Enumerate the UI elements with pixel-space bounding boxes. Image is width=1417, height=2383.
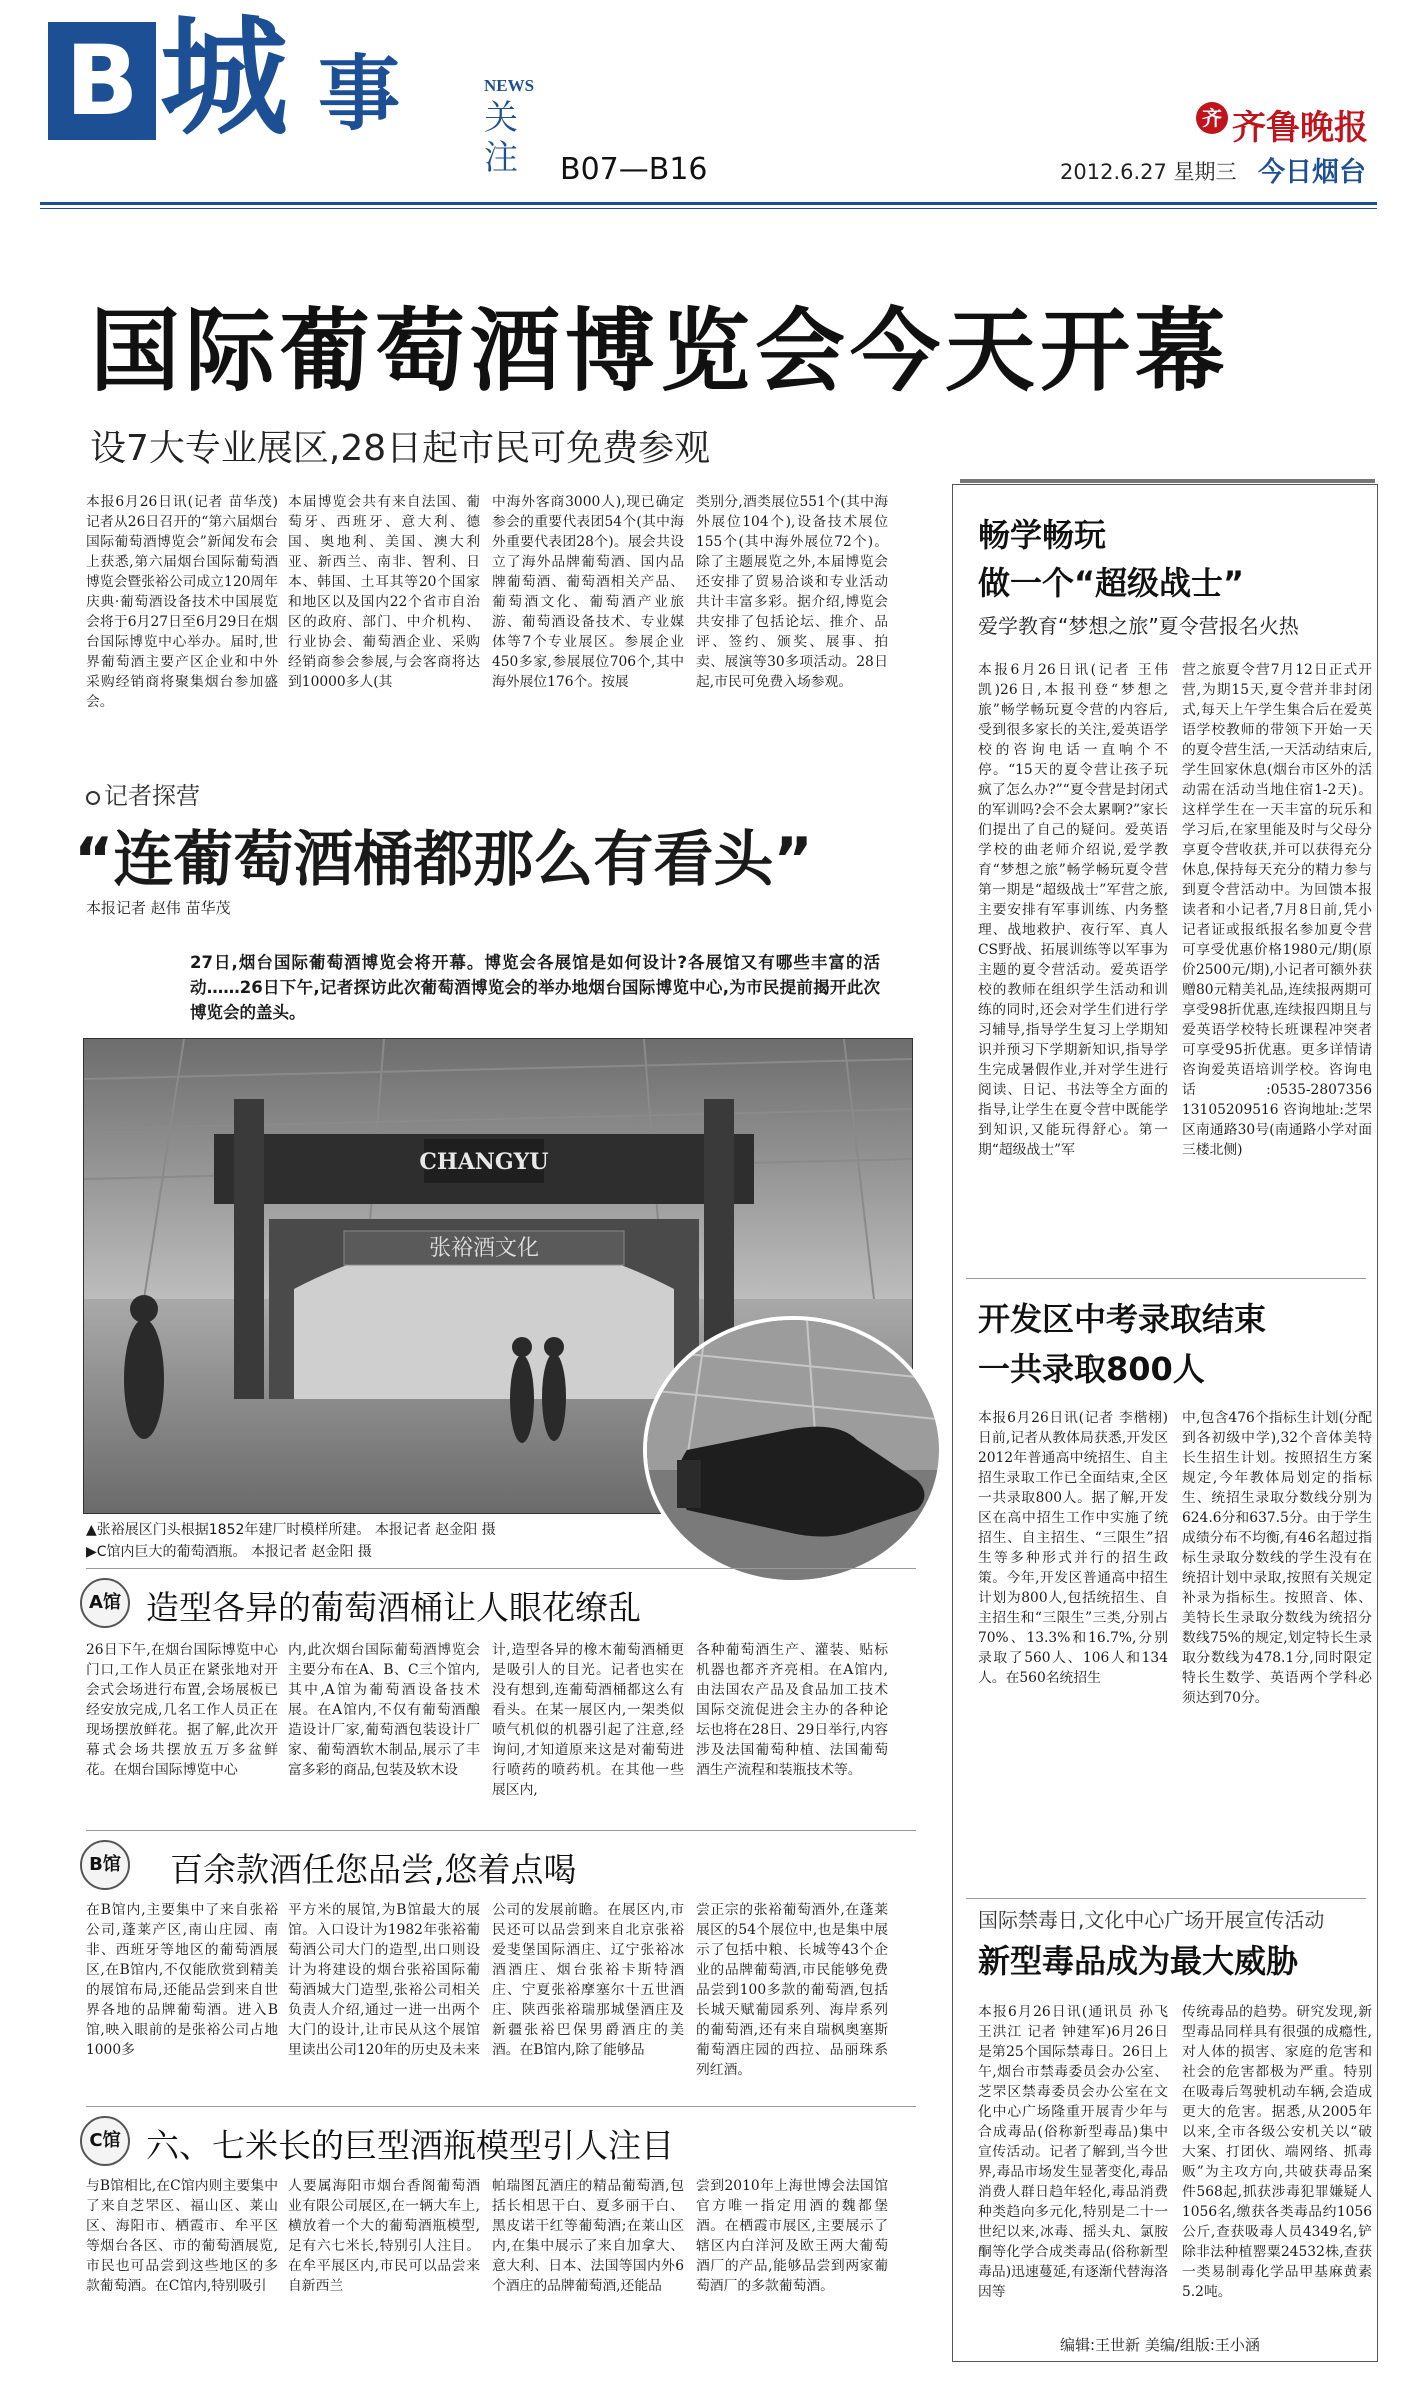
- section-title-big: 城: [160, 4, 289, 153]
- sidebar-story2-title2: 一共录取800人: [978, 1350, 1205, 1388]
- sidebar-divider-1: [966, 1278, 1366, 1279]
- sidebar-story3-col1: 本报6月26日讯(通讯员 孙飞 王洪江 记者 钟建军)6月26日是第25个国际禁毒日。26日上午,烟台市禁毒委员会办公室、芝罘区禁毒委员会办公室在文化中心广场隆重开展青少年与合成毒品(俗称新型毒品)集中宣传活动。记者了解到,当今世界,毒品市场发生显著变化,毒品消费人群日趋年轻化,毒品消费种类趋向多元化,特别是二十一世纪以来,冰毒、摇头丸、氯胺酮等化学合成类毒品(俗称新型毒品)迅速蔓延,有逐渐代替海洛因等: [978, 2004, 1168, 2300]
- page-subheadline: 设7大专业展区,28日起市民可免费参观: [90, 428, 711, 469]
- hall-a-col1: 26日下午,在烟台国际博览中心门口,工作人员正在紧张地对开会式会场进行布置,会场展板已经安放完成,几名工作人员正在现场摆放鲜花。据了解,此次开幕式会场共摆放五万多盆鲜花。在烟台国际博览中心: [86, 1642, 278, 1778]
- photo-caption-1: ▲张裕展区门头根据1852年建厂时模样所建。 本报记者 赵金阳 摄: [86, 1522, 496, 1538]
- brand-logo-icon: 齐: [1196, 102, 1228, 134]
- hall-c-col2: 人要属海阳市烟台香阁葡萄酒业有限公司展区,在一辆大车上,横放着一个大的葡萄酒瓶模型,足有六七米长,特别引人注目。在牟平展区内,市民可以品尝来自新西兰: [288, 2178, 480, 2294]
- issue-date: 2012.6.27 星期三: [1060, 160, 1237, 184]
- photo-caption-2: ▶C馆内巨大的葡萄酒瓶。 本报记者 赵金阳 摄: [86, 1544, 372, 1560]
- sidebar-story1-title1: 畅学畅玩: [978, 516, 1107, 554]
- editor-credits: 编辑:王世新 美编/组版:王小涵: [1060, 2336, 1260, 2354]
- hall-b-title: 百余款酒任您品尝,悠着点喝: [170, 1850, 577, 1889]
- sidebar-story2-col1: 本报6月26日讯(记者 李楷栩)日前,记者从教体局获悉,开发区2012年普通高中统招生、自主招生录取工作已全面结束,全区一共录取800人。据了解,开发区在高中招生工作中实施了统招生、自主招生、“三限生”招生等多种形式并行的招生政策。今年,开发区普通高中招生计划为800人,包括统招生、自主招生和“三限生”三类,分别占70%、13.3%和16.7%,分别录取了560人、106人和134人。在560名统招生: [978, 1410, 1168, 1686]
- photo-gate-text: CHANGYU: [419, 1149, 549, 1175]
- main-article-col2: 本届博览会共有来自法国、葡萄牙、西班牙、意大利、德国、奥地利、美国、澳大利亚、新西兰、南非、智利、日本、韩国、土耳其等20个国家和地区以及国内22个省市自治区的政府、部门、中介机构、行业协会、葡萄酒企业、采购经销商参会参展,与会客商将达到10000多人(其: [288, 494, 480, 690]
- brand-name: 齐鲁晚报: [1232, 108, 1368, 148]
- hall-c-col4: 尝到2010年上海世博会法国馆官方唯一指定用酒的魏都堡酒。在栖霞市展区,主要展示了辖区内白洋河及欧王两大葡萄酒厂的产品,能够品尝到两家葡萄酒厂的多款葡萄酒。: [696, 2178, 888, 2294]
- header-rule-thin: [40, 208, 1377, 209]
- hall-b-col3: 公司的发展前瞻。在展区内,市民还可以品尝到来自北京张裕爱斐堡国际酒庄、辽宁张裕冰酒酒庄、烟台张裕卡斯特酒庄、宁夏张裕摩塞尔十五世酒庄、陕西张裕瑞那城堡酒庄及新疆张裕巴保男爵酒庄的美酒。在B馆内,除了能够品: [492, 1902, 684, 2058]
- kicker-circle-icon: [86, 791, 100, 805]
- sidebar-story1-col1: 本报6月26日讯(记者 王伟凯)26日,本报刊登“梦想之旅”畅学畅玩夏令营的内容后,受到很多家长的关注,爱英语学校的咨询电话一直响个不停。“15天的夏令营让孩子玩疯了怎么办?”“夏令营是封闭式的军训吗?会不会太累啊?”家长们提出了自己的疑问。爱英语学校的曲老师介绍说,爱学教育“梦想之旅”畅学畅玩夏令营第一期是“超级战士”军营之旅,主要安排有军事训练、内务整理、战地救护、夜行军、真人CS野战、拓展训练等以军事为主题的夏令营活动。爱英语学校的教师在组织学生活动和训练的同时,还会对学生们进行学习辅导,指导学生复习上学期知识并预习下学期新知识,指导学生完成暑假作业,并对学生进行阅读、日记、书法等全方面的指导,让学生在夏令营中既能学到知识,又能玩得舒心。第一期“超级战士”军: [978, 662, 1168, 1158]
- hall-a-col2: 内,此次烟台国际葡萄酒博览会主要分布在A、B、C三个馆内,其中,A馆为葡萄酒设备技术展。在A馆内,不仅有葡萄酒酿造设计厂家,葡萄酒包装设计厂家、葡萄酒软木制品,展示了丰富多彩的商品,包装及软木设: [288, 1642, 480, 1778]
- hall-a-col4: 各种葡萄酒生产、灌装、贴标机器也都齐齐亮相。在A馆内,由法国农产品及食品加工技术国际交流促进会主办的各种论坛也将在28日、29日举行,内容涉及法国葡萄种植、法国葡萄酒生产流程和装瓶技术等。: [696, 1642, 888, 1778]
- hall-b-col4: 尝正宗的张裕葡萄酒外,在蓬莱展区的54个展位中,也是集中展示了包括中粮、长城等43个企业的品牌葡萄酒,市民能够免费品尝到100多款的葡萄酒,包括长城天赋葡园系列、海岸系列的葡萄酒,还有来自瑞枫奥塞斯葡萄酒庄园的西拉、品丽珠系列红酒。: [696, 1902, 888, 2078]
- news-label: NEWS: [484, 76, 535, 95]
- main-article-col3: 中海外客商3000人),现已确定参会的重要代表团54个(其中海外重要代表团28个)。展会共设立了海外品牌葡萄酒、国内品牌葡萄酒、葡萄酒相关产品、葡萄酒文化、葡萄酒产业旅游、葡萄酒设备技术、专业媒体等7个专业展区。参展企业450多家,参展展位706个,其中海外展位176个。按展: [492, 494, 684, 690]
- region-label: 今日烟台: [1258, 157, 1366, 188]
- page-headline: 国际葡萄酒博览会今天开幕: [90, 299, 1230, 404]
- page-range: B07—B16: [560, 152, 708, 187]
- guanzhu-label: 关注: [484, 98, 518, 178]
- hall-b-col2: 平方米的展馆,为B馆最大的展馆。入口设计为1982年张裕葡萄酒公司大门的造型,出口则设计为将建设的烟台张裕国际葡萄酒城大门造型,张裕公司相关负责人介绍,通过一进一出两个大门的设计,让市民从这个展馆里读出公司120年的历史及未来: [288, 1902, 480, 2058]
- feature-kicker: [86, 776, 200, 811]
- sidebar-divider-2: [966, 1898, 1366, 1899]
- hall-c-rule: [86, 2106, 916, 2107]
- hall-b-badge: B馆: [80, 1840, 130, 1890]
- main-article-col4: 类别分,酒类展位551个(其中海外展位104个),设备技术展位155个(其中海外展位72个)。除了主题展览之外,本届博览会还安排了贸易洽谈和专业活动共计丰富多彩。据介绍,博览会共安排了包括论坛、推介、品评、签约、颁奖、展事、拍卖、展演等30多项活动。28日起,市民可免费入场参观。: [696, 494, 888, 690]
- feature-kicker-text: 记者探营: [104, 782, 200, 810]
- feature-lead: 27日,烟台国际葡萄酒博览会将开幕。博览会各展馆是如何设计?各展馆又有哪些丰富的活动……26日下午,记者探访此次葡萄酒博览会的举办地烟台国际博览中心,为市民提前揭开此次博览会的盖头。: [190, 953, 880, 1022]
- hall-a-col3: 计,造型各异的橡木葡萄酒桶更是吸引人的目光。记者也实在没有想到,连葡萄酒桶都这么有看头。在某一展区内,一架类似喷气机似的机器引起了注意,经询问,才知道原来这是对葡萄进行喷药的喷药机。在其他一些展区内,: [492, 1642, 684, 1798]
- hall-c-col3: 帕瑞图瓦酒庄的精品葡萄酒,包括长相思干白、夏多丽干白、黑皮诺干红等葡萄酒;在莱山区内,在集中展示了来自加拿大、意大利、日本、法国等国内外6个酒庄的品牌葡萄酒,还能品: [492, 2178, 684, 2294]
- sidebar-top-bar: [960, 479, 1375, 483]
- hall-a-title: 造型各异的葡萄酒桶让人眼花缭乱: [146, 1588, 641, 1627]
- hall-c-col1: 与B馆相比,在C馆内则主要集中了来自芝罘区、福山区、莱山区、海阳市、栖霞市、牟平区等烟台各区、市的葡萄酒展览,市民也可品尝到这些地区的多款葡萄酒。在C馆内,特别吸引: [86, 2178, 278, 2294]
- sidebar-story3-col2: 传统毒品的趋势。研究发现,新型毒品同样具有很强的成瘾性,对人体的损害、家庭的危害和社会的危害都极为严重。特别在吸毒后驾驶机动车辆,会造成更大的危害。据悉,从2005年以来,全市各级公安机关以“破大案、打团伙、端网络、抓毒贩”为主攻方向,共破获毒品案件568起,抓获涉毒犯罪嫌疑人1056名,缴获各类毒品约1056公斤,查获吸毒人员4349名,铲除非法种植罂粟24532株,查获一类易制毒化学品甲基麻黄素5.2吨。: [1182, 2004, 1372, 2300]
- sidebar-story1-col2: 营之旅夏令营7月12日正式开营,为期15天,夏令营并非封闭式,每天上午学生集合后在爱英语学校教师的带领下开始一天的夏令营生活,一天活动结束后,学生回家休息(烟台市区外的活动需在活动当地住宿1-2天)。这样学生在一天丰富的玩乐和学习后,在家里能及时与父母分享夏令营收获,并可以获得充分休息,保持每天充分的精力参与到夏令营活动中。为回馈本报读者和小记者,7月8日前,凭小记者证或报纸报名参加夏令营可享受优惠价格1980元/期(原价2500元/期),小记者可额外获赠80元精美礼品,连续报两期可享受98折优惠,连续报四期且与爱英语学校特长班课程冲突者可享受95折优惠。更多详情请咨询爱英语培训学校。咨询电话:0535-2807356 13105209516 咨询地址:芝罘区南通路30号(南通路小学对面三楼北侧): [1182, 662, 1372, 1158]
- feature-title: “连葡萄酒桶都那么有看头”: [74, 825, 813, 895]
- sidebar-story1-title2: 做一个“超级战士”: [978, 564, 1245, 602]
- hall-b-col1: 在B馆内,主要集中了来自张裕公司,蓬莱产区,南山庄园、南非、西班牙等地区的葡萄酒展区,在B馆内,不仅能欣赏到精美的展馆布局,还能品尝到来自世界各地的品牌葡萄酒。进入B馆,映入眼前的是张裕公司占地1000多: [86, 1902, 278, 2058]
- section-badge: B: [48, 22, 156, 140]
- main-article-col1: 本报6月26日讯(记者 苗华茂)记者从26日召开的“第六届烟台国际葡萄酒博览会”新闻发布会上获悉,第六届烟台国际葡萄酒博览会暨张裕公司成立120周年庆典·葡萄酒设备技术中国展览会将于6月27日至6月29日在烟台国际博览中心举办。届时,世界葡萄酒主要产区企业和中外采购经销商将聚集烟台参加盛会。: [86, 494, 278, 710]
- hall-b-rule: [86, 1830, 916, 1831]
- feature-byline: 本报记者 赵伟 苗华茂: [86, 899, 231, 917]
- sidebar-story2-title1: 开发区中考录取结束: [978, 1300, 1267, 1338]
- header-rule: [40, 202, 1377, 205]
- sidebar-story3-title: 新型毒品成为最大威胁: [978, 1942, 1299, 1980]
- hall-c-badge: C馆: [80, 2116, 130, 2166]
- hall-c-title: 六、七米长的巨型酒瓶模型引人注目: [146, 2126, 674, 2165]
- hall-a-badge: A馆: [80, 1578, 130, 1628]
- photo-banner-text: 张裕酒文化: [428, 1236, 540, 1261]
- sidebar-story3-kicker: 国际禁毒日,文化中心广场开展宣传活动: [978, 1908, 1325, 1932]
- section-title-small: 事: [318, 47, 401, 142]
- sidebar-story1-subtitle: 爱学教育“梦想之旅”夏令营报名火热: [978, 614, 1299, 638]
- hall-a-rule: [86, 1568, 916, 1569]
- sidebar-story2-col2: 中,包含476个指标生计划(分配到各初级中学),32个音体美特长生招生计划。按照招生方案规定,今年教体局划定的指标生、统招生录取分数线分别为624.6分和637.5分。由于学生成绩分布不均衡,有46名超过指标生录取分数线的学生没有在统招计划中录取,按照有关规定补录为指标生。按照音、体、美特长生录取分数线为统招分数线75%的规定,划定特长生录取分数线为478.1分,同时限定特长生数学、英语两个学科必须达到70分。: [1182, 1410, 1372, 1706]
